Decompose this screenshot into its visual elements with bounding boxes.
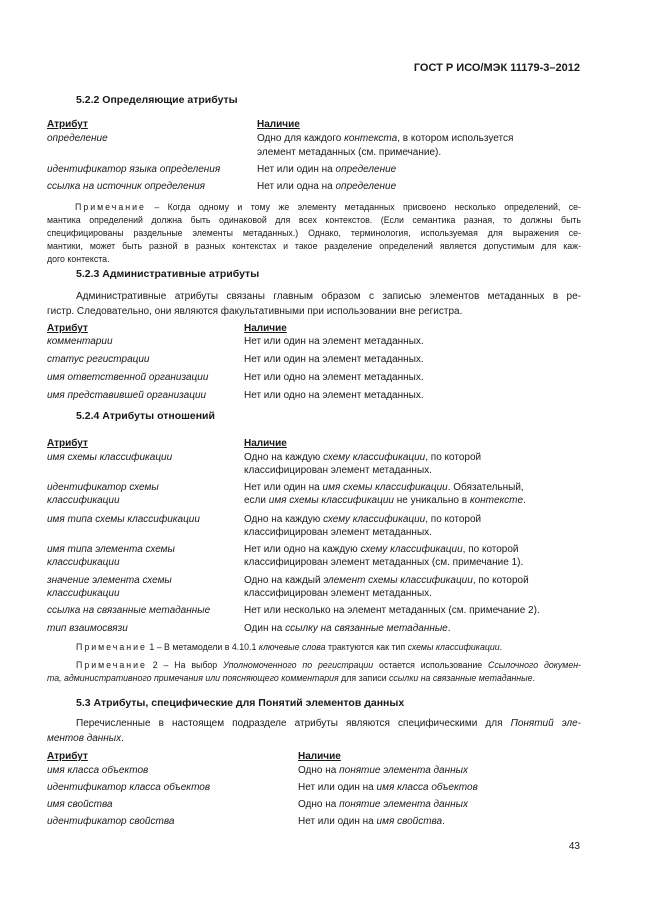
attribute-presence: Нет или один на имя свойства. — [298, 816, 445, 827]
attribute-name: идентификатор свойства — [47, 816, 175, 827]
attribute-presence: Нет или один на имя схемы классификации. Обязательный, — [244, 482, 524, 493]
page-number: 43 — [568, 841, 580, 852]
paragraph-5-2-3: Административные атрибуты связаны главным образом с записью элементов метаданных в ре- гистр. Следовательно, они являются факультативными при использовании вне регистра. — [47, 291, 581, 317]
attribute-name: ссылка на источник определения — [47, 181, 205, 192]
attribute-name: определение — [47, 133, 108, 144]
attribute-presence: Нет или одно на каждую схему классификации, по которой — [244, 544, 519, 555]
attribute-presence: Одно на понятие элемента данных — [298, 799, 468, 810]
note-5-2-2: Примечание – Когда одному и тому же элементу метаданных присвоено несколько определений, се- мантика определений должна быть одинаковой для всех контекстов. (Если семантика разная, то должны быть специфицированы раздельные элементы метаданных.) Однако, терминология, используемая для выражения се- мантики, может быть разной в разных контекстах и такое разделение определений является допустимым для каж- дого контекста. — [47, 202, 581, 264]
attribute-presence: Нет или одно на элемент метаданных. — [244, 390, 424, 401]
attribute-name: имя типа схемы классификации — [47, 514, 200, 525]
attribute-name: значение элемента схемы — [47, 575, 172, 586]
note-2: Примечание 2 – На выбор Уполномоченного по регистрации остается использование Ссылочного докумен- та, административного примечания или поясняющего комментария для записи ссылки на связанные метаданные. — [47, 660, 581, 683]
attribute-presence: Одно для каждого контекста, в котором используется — [257, 133, 514, 144]
attribute-name: статус регистрации — [47, 354, 150, 365]
attribute-name: имя схемы классификации — [47, 452, 173, 463]
attribute-presence: Нет или несколько на элемент метаданных (см. примечание 2). — [244, 605, 540, 616]
attribute-presence-cont: элемент метаданных (см. примечание). — [257, 147, 442, 158]
attribute-presence-cont: если имя схемы классификации не уникально в контексте. — [244, 495, 526, 506]
paragraph-5-3: Перечисленные в настоящем подразделе атрибуты являются специфическими для Понятий эле- ментов данных. — [47, 718, 581, 744]
attribute-name: тип взаимосвязи — [47, 623, 128, 634]
attribute-name-cont: классификации — [47, 495, 120, 506]
attribute-name: идентификатор схемы — [47, 482, 159, 493]
attribute-presence-cont: классифицирован элемент метаданных. — [244, 527, 432, 538]
attribute-presence: Нет или один на определение — [257, 164, 397, 175]
attribute-presence: Нет или одно на элемент метаданных. — [244, 372, 424, 383]
column-header-presence: Наличие — [298, 751, 341, 762]
attribute-name: идентификатор класса объектов — [47, 782, 211, 793]
attribute-presence: Нет или один на имя класса объектов — [298, 782, 478, 793]
attribute-presence: Один на ссылку на связанные метаданные. — [244, 623, 451, 634]
section-title-5-3: 5.3 Атрибуты, специфические для Понятий элементов данных — [76, 697, 405, 709]
attribute-name-cont: классификации — [47, 557, 120, 568]
column-header-presence: Наличие — [257, 119, 300, 130]
column-header-attribute: Атрибут — [47, 323, 88, 334]
note-1: Примечание 1 – В метамодели в 4.10.1 ключевые слова трактуются как тип схемы классификации. — [76, 642, 503, 652]
column-header-attribute: Атрибут — [47, 438, 88, 449]
attribute-presence: Нет или одна на определение — [257, 181, 397, 192]
attribute-presence: Одно на понятие элемента данных — [298, 765, 468, 776]
attribute-presence-cont: классифицирован элемент метаданных. — [244, 465, 432, 476]
column-header-attribute: Атрибут — [47, 119, 88, 130]
attribute-presence: Одно на каждую схему классификации, по которой — [244, 514, 482, 525]
attribute-name: идентификатор языка определения — [47, 164, 221, 175]
attribute-name: комментарии — [47, 336, 113, 347]
attribute-presence: Нет или один на элемент метаданных. — [244, 336, 424, 347]
section-title-5-2-4: 5.2.4 Атрибуты отношений — [76, 410, 215, 422]
attribute-name: имя типа элемента схемы — [47, 544, 175, 555]
attribute-presence-cont: классифицирован элемент метаданных (см. примечание 1). — [244, 557, 524, 568]
section-title-5-2-2: 5.2.2 Определяющие атрибуты — [76, 94, 238, 106]
section-title-5-2-3: 5.2.3 Административные атрибуты — [76, 268, 260, 280]
attribute-name: имя представившей организации — [47, 390, 207, 401]
attribute-presence: Одно на каждую схему классификации, по которой — [244, 452, 482, 463]
column-header-presence: Наличие — [244, 438, 287, 449]
attribute-name: имя свойства — [47, 799, 113, 810]
attribute-name: имя ответственной организации — [47, 372, 209, 383]
attribute-name-cont: классификации — [47, 588, 120, 599]
attribute-presence: Нет или один на элемент метаданных. — [244, 354, 424, 365]
attribute-presence-cont: классифицирован элемент метаданных. — [244, 588, 432, 599]
standard-header: ГОСТ Р ИСО/МЭК 11179-3–2012 — [413, 62, 580, 74]
column-header-presence: Наличие — [244, 323, 287, 334]
attribute-name: ссылка на связанные метаданные — [47, 605, 211, 616]
attribute-presence: Одно на каждый элемент схемы классификации, по которой — [244, 575, 529, 586]
column-header-attribute: Атрибут — [47, 751, 88, 762]
attribute-name: имя класса объектов — [47, 765, 149, 776]
